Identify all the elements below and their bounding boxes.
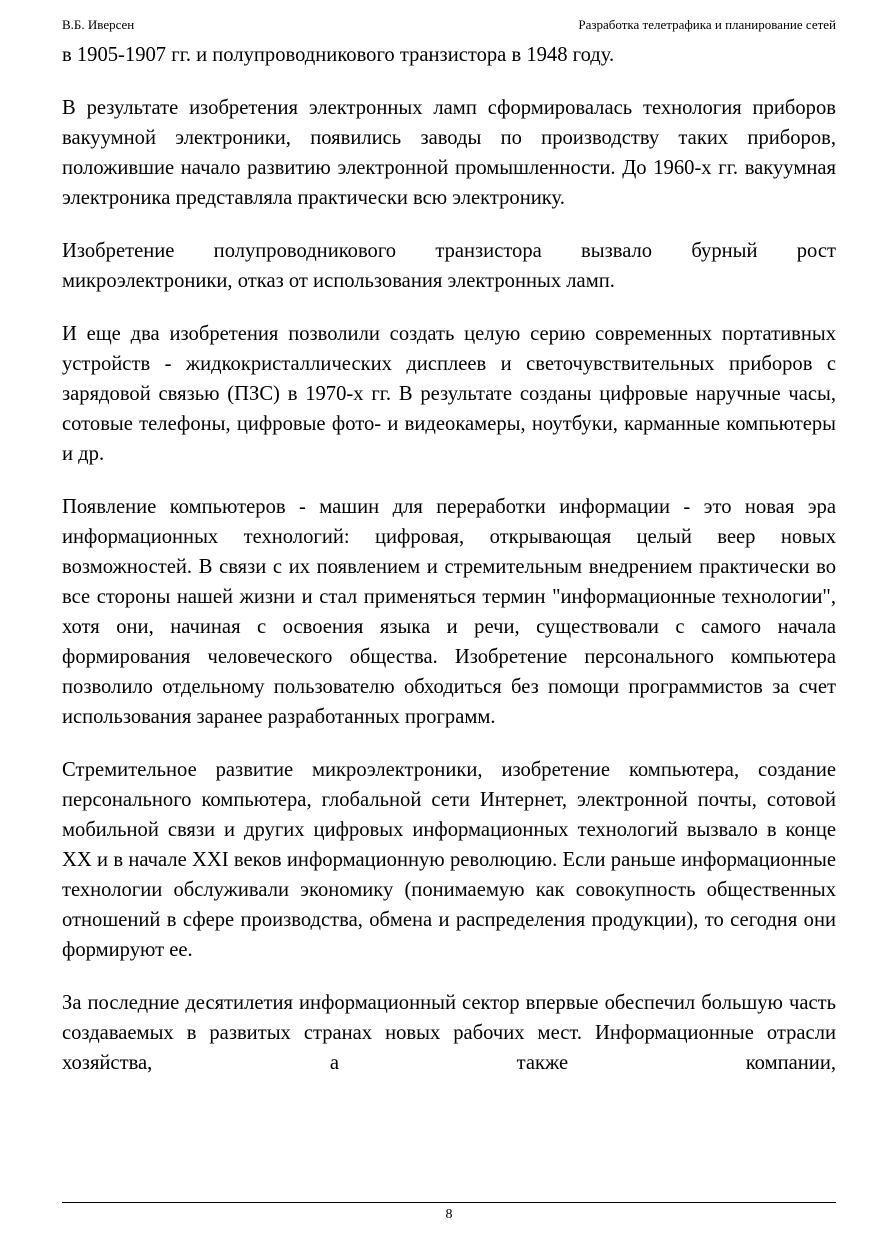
paragraph: Появление компьютеров - машин для переработки информации - это новая эра информационных технологий: цифровая, открывающая целый веер новых возможностей. В связи с их появлением и стремительным внедрением практически во все стороны нашей жизни и стал применяться термин "информационные технологии", хотя они, начиная с освоения языка и речи, существовали с самого начала формирования человеческого общества. Изобретение персонального компьютера позволило отдельному пользователю обходиться без помощи программистов за счет использования заранее разработанных программ. xyxy=(62,496,836,728)
header-author: В.Б. Иверсен xyxy=(62,17,135,32)
paragraph-truncated: За последние десятилетия информационный сектор впервые обеспечил большую часть создаваемых в развитых странах новых рабочих мест. Информационные отрасли хозяйства, а также компании, xyxy=(62,992,836,1074)
paragraph: И еще два изобретения позволили создать целую серию современных портативных устройств - жидкокристаллических дисплеев и светочувствительных приборов с зарядовой связью (ПЗС) в 1970-х гг. В результате созданы цифровые наручные часы, сотовые телефоны, цифровые фото- и видеокамеры, ноутбуки, карманные компьютеры и др. xyxy=(62,323,836,465)
body-text xyxy=(62,40,836,1078)
running-header xyxy=(62,17,836,33)
paragraph: Стремительное развитие микроэлектроники, изобретение компьютера, создание персонального компьютера, глобальной сети Интернет, электронной почты, сотовой мобильной связи и других цифровых информационных технологий вызвало в конце XX и в начале XXI веков информационную революцию. Если раньше информационные технологии обслуживали экономику (понимаемую как совокупность общественных отношений в сфере производства, обмена и распределения продукции), то сегодня они формируют ее. xyxy=(62,759,836,961)
paragraph: В результате изобретения электронных ламп сформировалась технология приборов вакуумной электроники, появились заводы по производству таких приборов, положившие начало развитию электронной промышленности. До 1960-х гг. вакуумная электроника представляла практически всю электронику. xyxy=(62,97,836,209)
document-page xyxy=(62,0,836,1241)
footer-divider xyxy=(62,1202,836,1203)
page-number: 8 xyxy=(445,1207,453,1222)
paragraph-continuation: в 1905-1907 гг. и полупроводникового транзистора в 1948 году. xyxy=(62,44,615,66)
paragraph: Изобретение полупроводникового транзистора вызвало бурный рост микроэлектроники, отказ от использования электронных ламп. xyxy=(62,240,836,292)
header-title: Разработка телетрафика и планирование сетей xyxy=(578,17,836,32)
